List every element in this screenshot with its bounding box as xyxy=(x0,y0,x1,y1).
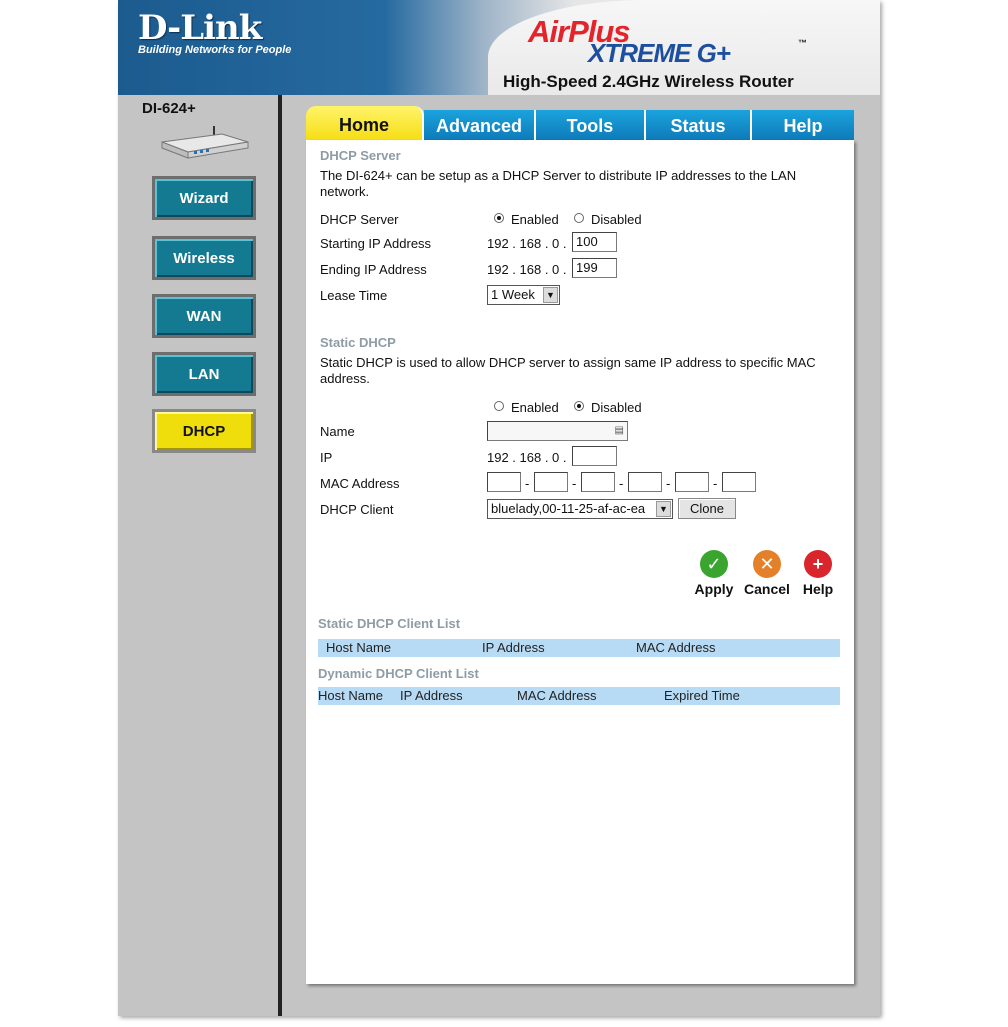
column-mac-address: MAC Address xyxy=(517,688,597,703)
tab-label: Status xyxy=(670,116,726,136)
static-client-list-header xyxy=(318,639,840,657)
tab-status[interactable] xyxy=(646,110,752,142)
xtreme-g-logo: XTREME G+ xyxy=(588,38,730,68)
checkmark-icon: ✓ xyxy=(700,550,728,578)
cancel-x-icon: ✕ xyxy=(753,550,781,578)
trademark-mark: ™ xyxy=(798,38,807,48)
dhcp-server-description: The DI-624+ can be setup as a DHCP Server to distribute IP addresses to the LAN network. xyxy=(320,168,797,199)
tab-advanced[interactable] xyxy=(424,110,536,142)
mac-separator: - xyxy=(525,476,530,491)
tab-home[interactable] xyxy=(306,106,424,142)
column-host-name: Host Name xyxy=(326,640,392,655)
column-mac-address: MAC Address xyxy=(636,640,716,655)
apply-button[interactable] xyxy=(689,550,739,597)
tab-label: Tools xyxy=(566,116,614,136)
starting-ip-label: Starting IP Address xyxy=(320,236,432,251)
chevron-down-icon: ▼ xyxy=(656,501,671,517)
mac-address-label: MAC Address xyxy=(320,476,400,491)
static-name-input[interactable] xyxy=(487,421,628,441)
ending-ip-input[interactable]: 199 xyxy=(572,258,617,278)
sidebar-item-label: Wireless xyxy=(173,249,235,267)
cancel-label: Cancel xyxy=(744,581,790,597)
enabled-label: Enabled xyxy=(511,212,559,227)
mac-separator: - xyxy=(619,476,624,491)
static-ip-prefix: 192 . 168 . 0 . xyxy=(487,450,567,465)
static-ip-input[interactable] xyxy=(572,446,617,466)
sidebar-item-label: DHCP xyxy=(182,422,226,440)
static-name-label: Name xyxy=(320,424,355,439)
tab-help[interactable] xyxy=(752,110,854,142)
sidebar-item-wizard[interactable] xyxy=(152,176,256,220)
tab-label: Home xyxy=(338,115,389,135)
main-tabs xyxy=(306,106,854,142)
sidebar-item-label: WAN xyxy=(186,307,222,325)
sidebar-item-lan[interactable] xyxy=(152,352,256,396)
static-dhcp-description: Static DHCP is used to allow DHCP server to assign same IP address to specific MAC address. xyxy=(320,355,816,386)
brand-tagline: Building Networks for People xyxy=(138,44,292,56)
dhcp-client-select[interactable] xyxy=(487,499,673,519)
dhcp-client-label: DHCP Client xyxy=(320,502,394,517)
dhcp-server-title: DHCP Server xyxy=(320,148,401,163)
sidebar-item-label: Wizard xyxy=(179,189,229,207)
static-dhcp-enabled-radio[interactable] xyxy=(494,401,504,411)
starting-ip-input[interactable]: 100 xyxy=(572,232,617,252)
chevron-down-icon: ▼ xyxy=(543,287,558,303)
disabled-label: Disabled xyxy=(591,400,642,415)
dlink-logo: D-Link xyxy=(138,8,262,48)
device-model: DI-624+ xyxy=(142,100,196,117)
mac-separator: - xyxy=(572,476,577,491)
static-ip-label: IP xyxy=(320,450,333,465)
static-client-list-title: Static DHCP Client List xyxy=(318,616,461,631)
product-line-title: High-Speed 2.4GHz Wireless Router xyxy=(503,72,794,91)
mac-separator: - xyxy=(713,476,718,491)
column-ip-address: IP Address xyxy=(482,640,545,655)
router-device-icon xyxy=(156,124,252,160)
dhcp-server-label: DHCP Server xyxy=(320,212,399,227)
help-button[interactable] xyxy=(793,550,843,597)
dhcp-server-enabled-radio[interactable] xyxy=(494,213,504,223)
dhcp-client-value: bluelady,00-11-25-af-ac-ea xyxy=(491,501,646,516)
mac-octet-5-input[interactable] xyxy=(675,472,709,492)
sidebar-item-wireless[interactable] xyxy=(152,236,256,280)
tab-tools[interactable] xyxy=(536,110,646,142)
sidebar-item-wan[interactable] xyxy=(152,294,256,338)
mac-octet-4-input[interactable] xyxy=(628,472,662,492)
lease-time-select[interactable] xyxy=(487,285,560,305)
starting-ip-prefix: 192 . 168 . 0 . xyxy=(487,236,567,251)
static-dhcp-disabled-radio[interactable] xyxy=(574,401,584,411)
disabled-label: Disabled xyxy=(591,212,642,227)
column-host-name: Host Name xyxy=(318,688,384,703)
dhcp-server-disabled-radio[interactable] xyxy=(574,213,584,223)
cancel-button[interactable] xyxy=(742,550,792,597)
sidebar-item-label: LAN xyxy=(188,365,220,383)
apply-label: Apply xyxy=(694,581,734,597)
plus-icon: + xyxy=(804,550,832,578)
airplus-logo: AirPlus xyxy=(528,14,630,49)
clone-button[interactable]: Clone xyxy=(678,498,736,519)
ending-ip-prefix: 192 . 168 . 0 . xyxy=(487,262,567,277)
ending-ip-label: Ending IP Address xyxy=(320,262,427,277)
enabled-label: Enabled xyxy=(511,400,559,415)
static-dhcp-title: Static DHCP xyxy=(320,335,396,350)
mac-separator: - xyxy=(666,476,671,491)
lease-time-label: Lease Time xyxy=(320,288,388,303)
column-ip-address: IP Address xyxy=(400,688,463,703)
router-admin-frame xyxy=(118,0,880,1016)
sidebar-divider xyxy=(278,95,282,1016)
mac-octet-3-input[interactable] xyxy=(581,472,615,492)
lease-time-value: 1 Week xyxy=(491,287,535,302)
page-header xyxy=(118,0,880,95)
mac-octet-6-input[interactable] xyxy=(722,472,756,492)
dynamic-client-list-title: Dynamic DHCP Client List xyxy=(318,666,479,681)
mac-octet-1-input[interactable] xyxy=(487,472,521,492)
column-expired-time: Expired Time xyxy=(664,688,740,703)
tab-label: Advanced xyxy=(435,116,523,136)
mac-octet-2-input[interactable] xyxy=(534,472,568,492)
contact-card-icon: ▤ xyxy=(614,425,624,436)
dynamic-client-list-header xyxy=(318,687,840,705)
tab-label: Help xyxy=(783,116,823,136)
content-panel xyxy=(306,140,854,984)
help-label: Help xyxy=(802,581,834,597)
sidebar-item-dhcp[interactable] xyxy=(152,409,256,453)
